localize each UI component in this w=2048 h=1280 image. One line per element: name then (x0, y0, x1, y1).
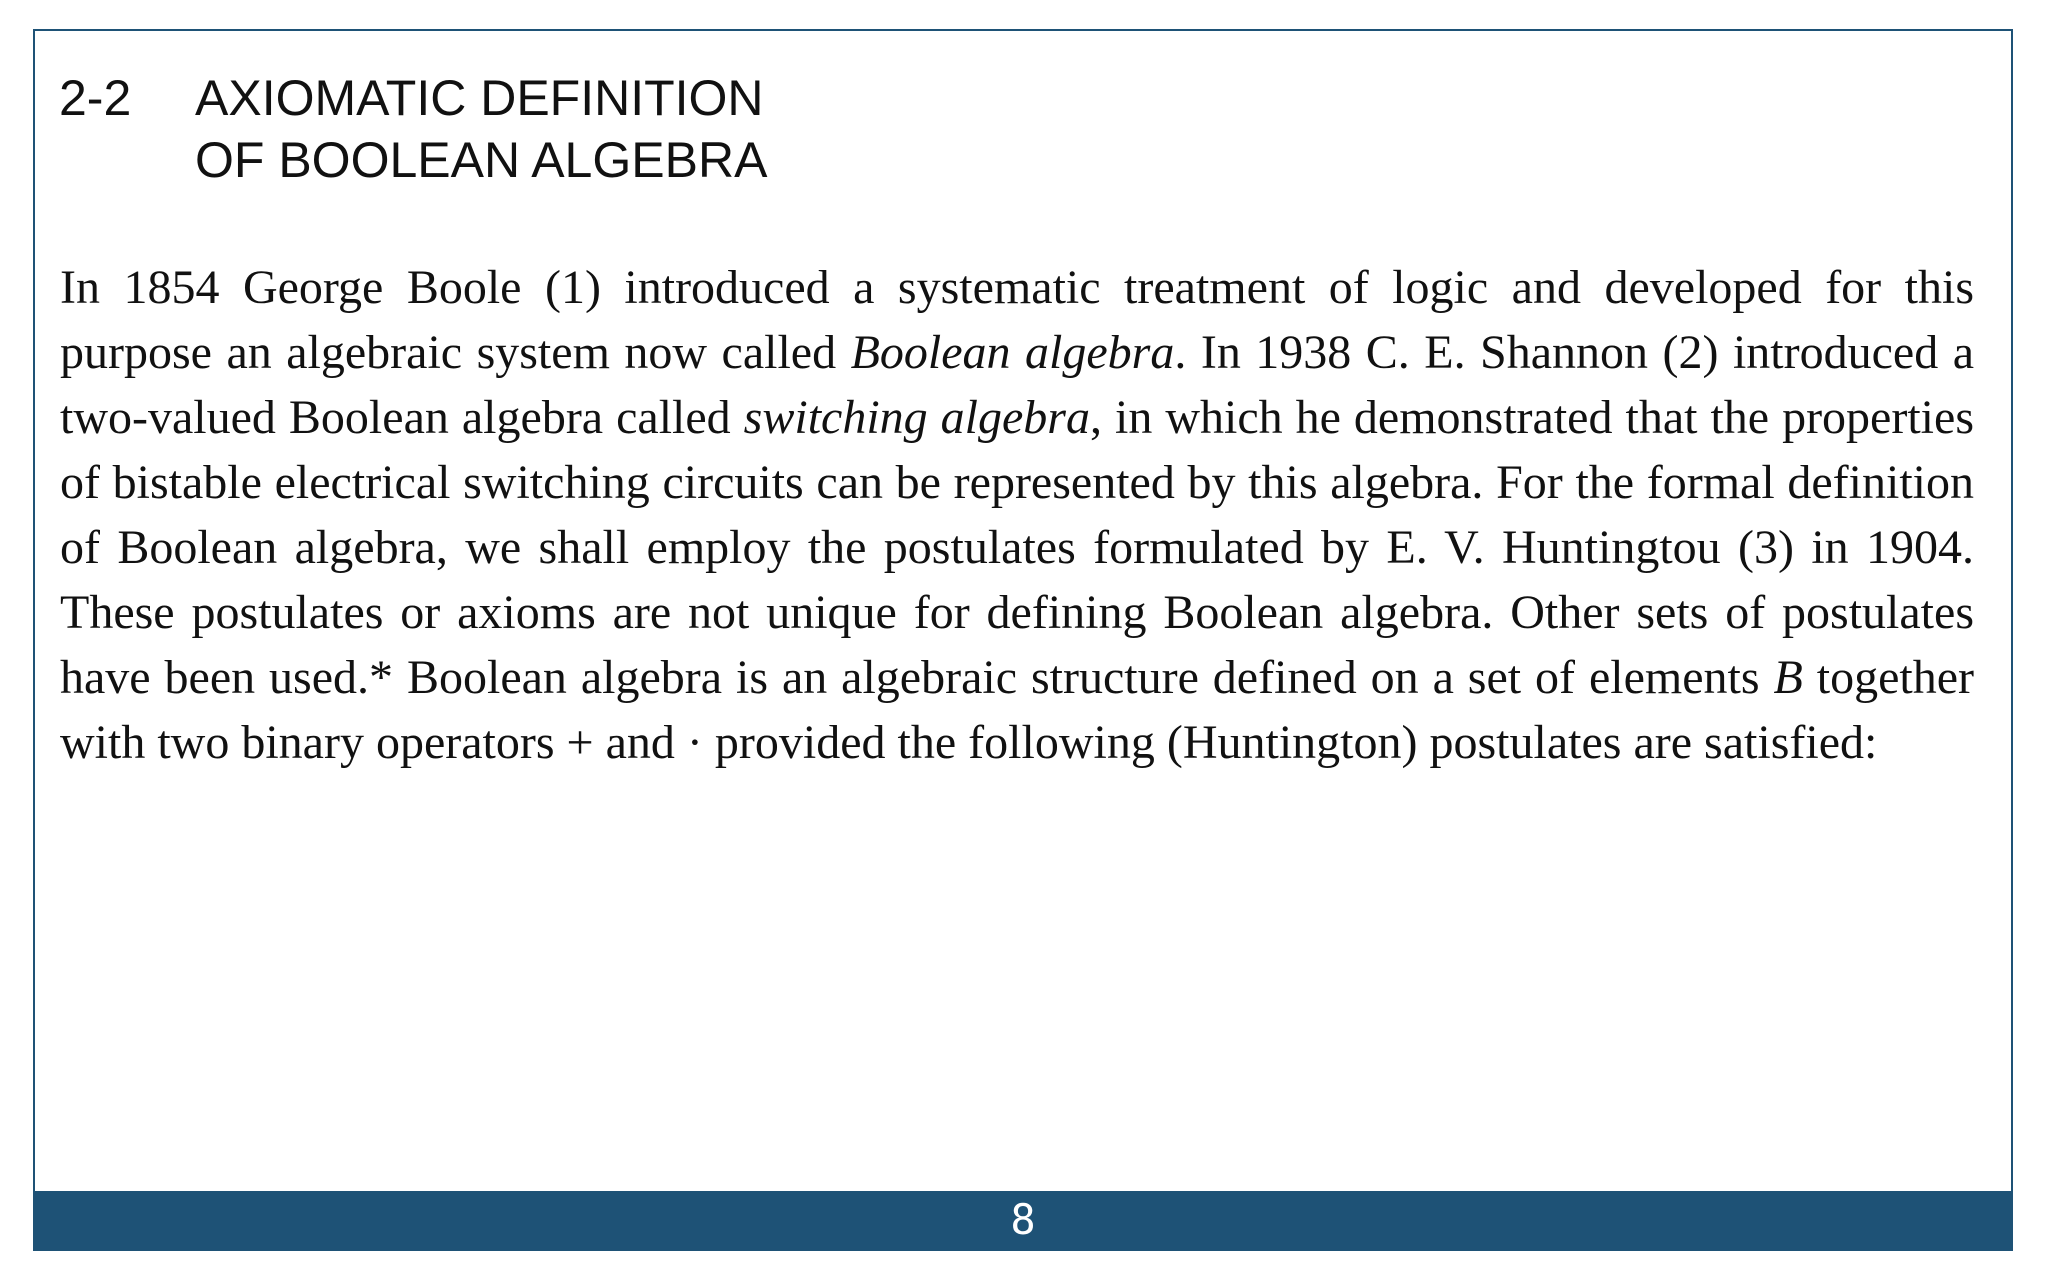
body-paragraph (60, 255, 1974, 775)
term-set-b: B (1773, 651, 1803, 704)
paragraph-text-1: In 1854 George Boole (1) introduced a systematic treatment of logic and developed for this purpose an algebraic system now called (60, 261, 1974, 379)
page-number: 8 (1010, 1195, 1036, 1244)
document-page (33, 29, 2013, 1251)
section-title-line-1: AXIOMATIC DEFINITION (195, 70, 764, 126)
section-title (195, 67, 767, 191)
term-switching-algebra: switching algebra (743, 391, 1090, 444)
section-title-line-2: OF BOOLEAN ALGEBRA (195, 132, 768, 188)
section-heading (59, 67, 767, 191)
footer-bar (35, 1191, 2011, 1249)
section-number: 2-2 (59, 70, 132, 126)
paragraph-text-4: together with two binary operators + and · provided the following (Huntington) postulates are satisfied: (60, 651, 1974, 769)
paragraph-text-2: . In 1938 C. E. Shannon (2) introduced a two-valued Boolean algebra called (60, 326, 1975, 444)
paragraph-text-3: , in which he demonstrated that the properties of bistable electrical switching circuits can be represented by this algebra. For the formal definition of Boolean algebra, we shall employ the postulates formulated by E. V. Huntingtou (3) in 1904. These postulates or axioms are not unique for defining Boolean algebra. Other sets of postulates have been used.* Boolean algebra is an algebraic structure defined on a set of elements (60, 391, 1975, 704)
term-boolean-algebra: Boolean algebra (850, 326, 1175, 379)
